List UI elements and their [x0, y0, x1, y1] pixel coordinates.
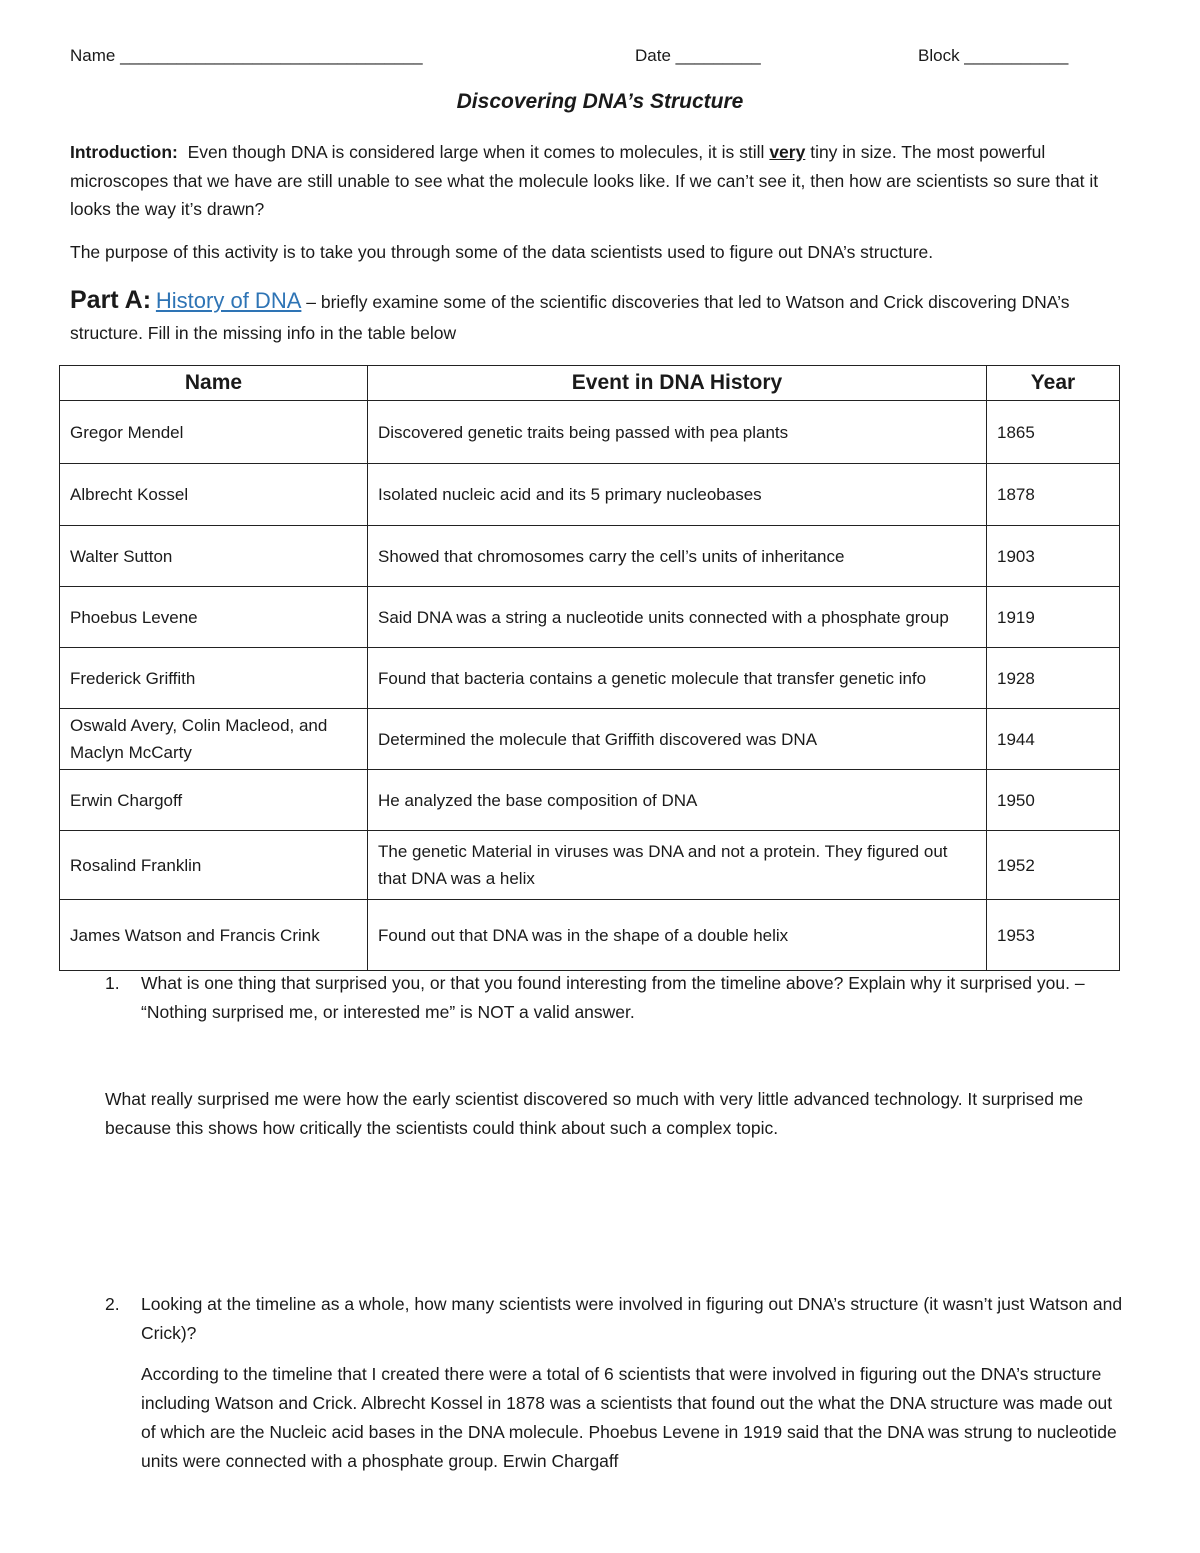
introduction-text-after: tiny in size. The most powerful microscopes that we have are still unable to see what the molecule looks like. If we can’t see it, then how are scientists so sure that it looks the way it’s drawn?: [70, 142, 1099, 219]
header-year: Year: [987, 366, 1120, 401]
table-row: [60, 401, 1120, 464]
introduction-text-before: Even though DNA is considered large when it comes to molecules, it is still: [187, 142, 765, 162]
history-of-dna-link[interactable]: History of DNA: [155, 288, 302, 313]
table-row: [60, 587, 1120, 648]
table-row: [60, 464, 1120, 526]
cell-event: Determined the molecule that Griffith discovered was DNA: [368, 709, 987, 770]
cell-name: Walter Sutton: [60, 526, 368, 587]
date-field: Date _________: [635, 46, 761, 65]
part-a-instructions: – briefly examine some of the scientific discoveries that led to Watson and Crick discovering DNA’s structure. Fill in the missing info in the table below: [70, 292, 1070, 343]
introduction-emphasis: very: [769, 142, 806, 162]
cell-year: 1919: [987, 587, 1120, 648]
name-field: Name ________________________________: [70, 46, 423, 65]
cell-name: Gregor Mendel: [60, 401, 368, 464]
question-2-text: Looking at the timeline as a whole, how many scientists were involved in figuring out DNA’s structure (it wasn’t just Watson and Crick)?: [141, 1294, 1123, 1343]
cell-event: Found that bacteria contains a genetic molecule that transfer genetic info: [368, 648, 987, 709]
cell-year: 1950: [987, 770, 1120, 831]
cell-year: 1944: [987, 709, 1120, 770]
part-a-heading: [70, 285, 1130, 349]
table-row: [60, 770, 1120, 831]
cell-name: Oswald Avery, Colin Macleod, and Maclyn McCarty: [60, 709, 368, 770]
page-title: Discovering DNA’s Structure: [456, 90, 744, 113]
cell-name: Albrecht Kossel: [60, 464, 368, 526]
cell-event: Said DNA was a string a nucleotide units connected with a phosphate group: [368, 587, 987, 648]
header-event: Event in DNA History: [368, 366, 987, 401]
purpose-paragraph: The purpose of this activity is to take you through some of the data scientists used to figure out DNA’s structure.: [70, 242, 934, 262]
cell-year: 1865: [987, 401, 1120, 464]
table-row: [60, 709, 1120, 770]
header-name: Name: [60, 366, 368, 401]
cell-year: 1928: [987, 648, 1120, 709]
cell-name: Rosalind Franklin: [60, 831, 368, 900]
table-row: [60, 648, 1120, 709]
question-1: [105, 969, 1125, 1026]
cell-event: Isolated nucleic acid and its 5 primary nucleobases: [368, 464, 987, 526]
cell-name: Frederick Griffith: [60, 648, 368, 709]
cell-name: James Watson and Francis Crink: [60, 900, 368, 971]
question-2: [105, 1290, 1125, 1347]
dna-history-table: [59, 365, 1120, 971]
table-row: [60, 526, 1120, 587]
cell-name: Phoebus Levene: [60, 587, 368, 648]
cell-year: 1952: [987, 831, 1120, 900]
question-1-text: What is one thing that surprised you, or that you found interesting from the timeline above? Explain why it surprised you. – “Nothing surprised me, or interested me” is NOT a valid answer.: [141, 973, 1085, 1022]
cell-year: 1878: [987, 464, 1120, 526]
cell-event: Showed that chromosomes carry the cell’s units of inheritance: [368, 526, 987, 587]
cell-event: Found out that DNA was in the shape of a double helix: [368, 900, 987, 971]
introduction-label: Introduction:: [70, 142, 178, 162]
cell-year: 1953: [987, 900, 1120, 971]
question-2-number: 2.: [105, 1294, 120, 1314]
cell-event: He analyzed the base composition of DNA: [368, 770, 987, 831]
cell-name: Erwin Chargoff: [60, 770, 368, 831]
answer-2: According to the timeline that I created there were a total of 6 scientists that were involved in figuring out the DNA’s structure including Watson and Crick. Albrecht Kossel in 1878 was a scientists that found out the what the DNA structure was made out of which are the Nucleic acid bases in the DNA molecule. Phoebus Levene in 1919 said that the DNA was strung to nucleotide units were connected with a phosphate group. Erwin Chargaff: [141, 1364, 1117, 1471]
part-a-label: Part A:: [70, 286, 152, 314]
block-field: Block ___________: [918, 46, 1069, 65]
table-header-row: [60, 366, 1120, 401]
introduction-paragraph: [70, 138, 1130, 224]
cell-event: The genetic Material in viruses was DNA and not a protein. They figured out that DNA was a helix: [368, 831, 987, 900]
cell-year: 1903: [987, 526, 1120, 587]
answer-1: What really surprised me were how the early scientist discovered so much with very little advanced technology. It surprised me because this shows how critically the scientists could think about such a complex topic.: [105, 1089, 1084, 1138]
question-1-number: 1.: [105, 973, 120, 993]
table-row: [60, 831, 1120, 900]
table-row: [60, 900, 1120, 971]
cell-event: Discovered genetic traits being passed with pea plants: [368, 401, 987, 464]
